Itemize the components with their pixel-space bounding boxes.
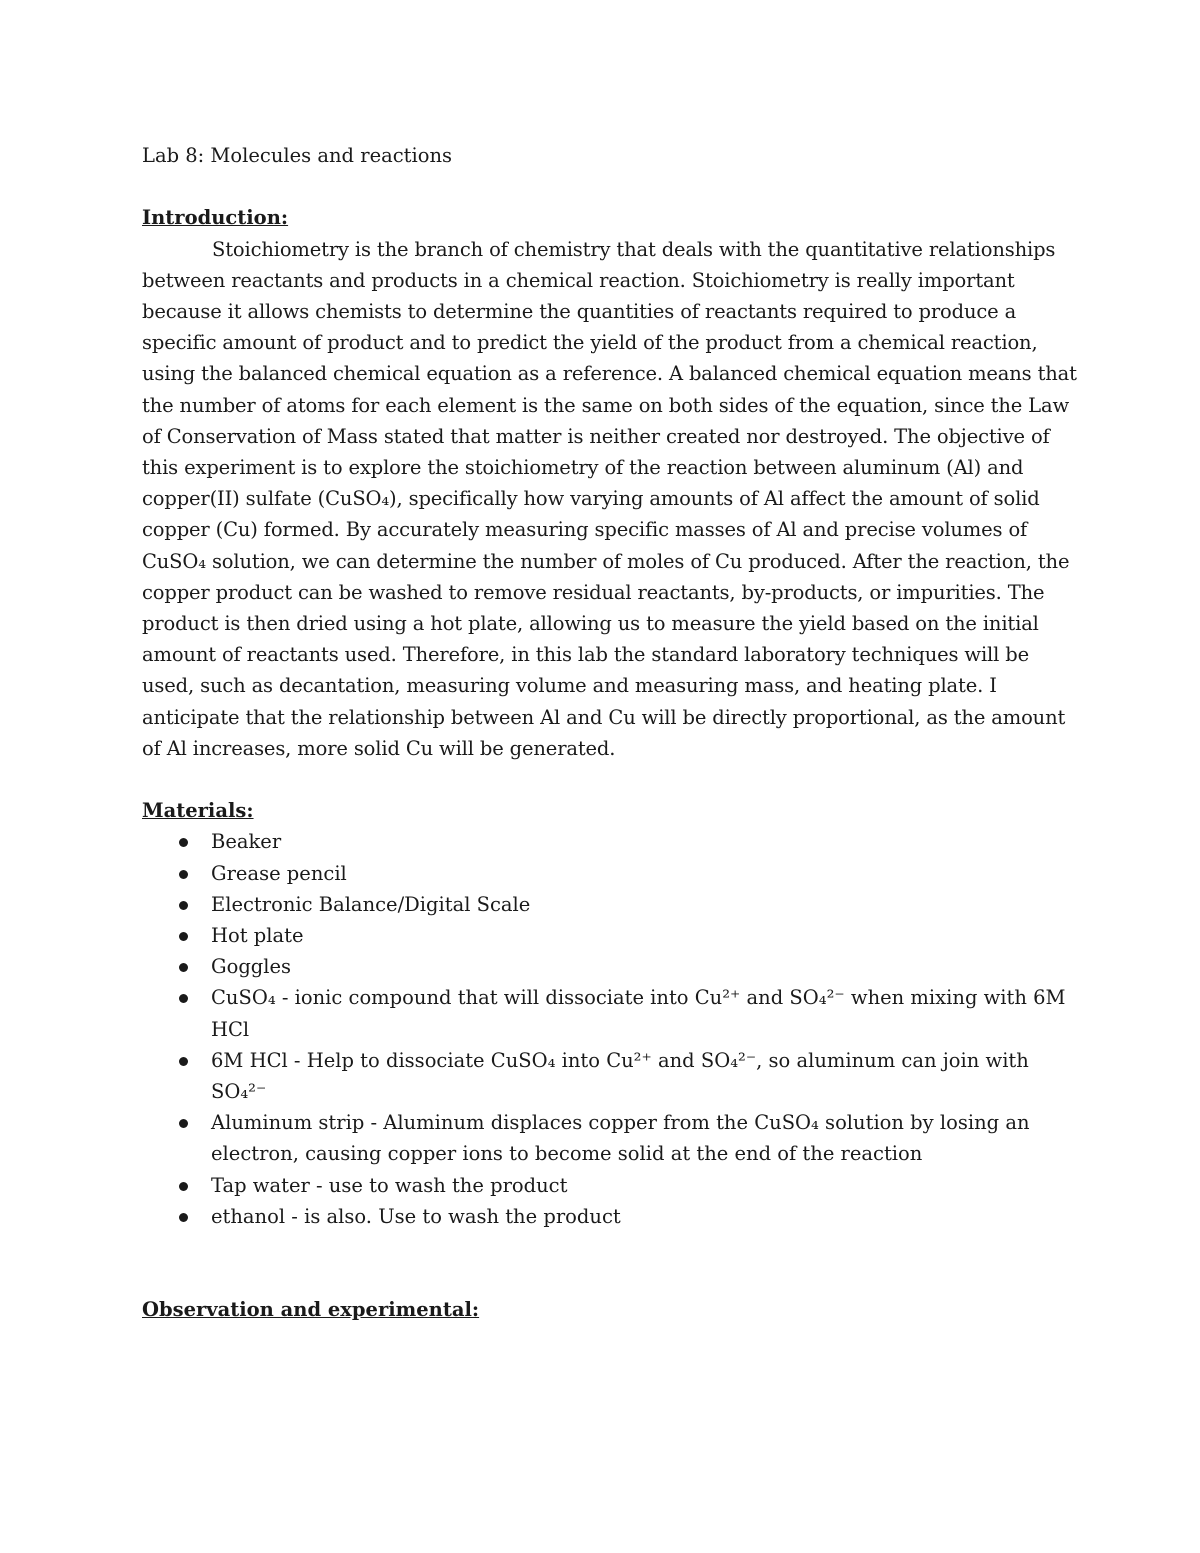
- blank-line: [142, 764, 1082, 795]
- list-item: [142, 858, 1082, 889]
- list-item: [142, 1170, 1082, 1201]
- document-title: Lab 8: Molecules and reactions: [142, 144, 453, 167]
- list-item-text: 6M HCl - Help to dissociate CuSO₄ into Cu²⁺ and SO₄²⁻, so aluminum can join with SO₄²⁻: [211, 1048, 1029, 1104]
- blank-line: [142, 1232, 1082, 1294]
- bullet-icon: [179, 994, 188, 1003]
- blank-line: [142, 171, 1082, 202]
- list-item: [142, 1201, 1082, 1232]
- list-item-text: Tap water - use to wash the product: [211, 1173, 568, 1197]
- list-item: [142, 889, 1082, 920]
- list-item: [142, 826, 1082, 857]
- list-item-text: Beaker: [211, 830, 282, 854]
- list-item: [142, 982, 1082, 1044]
- list-item-text: Goggles: [211, 955, 292, 979]
- bullet-icon: [179, 1182, 188, 1191]
- bullet-icon: [179, 932, 188, 941]
- list-item: [142, 920, 1082, 951]
- list-item: [142, 1107, 1082, 1169]
- bullet-icon: [179, 870, 188, 879]
- list-item-text: Hot plate: [211, 924, 304, 948]
- list-item-text: CuSO₄ - ionic compound that will dissociate into Cu²⁺ and SO₄²⁻ when mixing with 6M HCl: [211, 986, 1066, 1041]
- list-item-text: ethanol - is also. Use to wash the product: [211, 1204, 621, 1228]
- materials-list: [142, 826, 1082, 1232]
- introduction-paragraph: Stoichiometry is the branch of chemistry that deals with the quantitative relationships between reactants and products in a chemical reaction. Stoichiometry is really important because it allows chemists to determine the quantities of reactants required to produce a specific amount of product and to predict the yield of the product from a chemical reaction, using the balanced chemical equation as a reference. A balanced chemical equation means that the number of atoms for each element is the same on both sides of the equation, since the Law of Conservation of Mass stated that matter is neither created nor destroyed. The objective of this experiment is to explore the stoichiometry of the reaction between aluminum (Al) and copper(II) sulfate (CuSO₄), specifically how varying amounts of Al affect the amount of solid copper (Cu) formed. By accurately measuring specific masses of Al and precise volumes of CuSO₄ solution, we can determine the number of moles of Cu produced. After the reaction, the copper product can be washed to remove residual reactants, by-products, or impurities. The product is then dried using a hot plate, allowing us to measure the yield based on the initial amount of reactants used. Therefore, in this lab the standard laboratory techniques will be used, such as decantation, measuring volume and measuring mass, and heating plate. I anticipate that the relationship between Al and Cu will be directly proportional, as the amount of Al increases, more solid Cu will be generated.: [142, 237, 1077, 760]
- bullet-icon: [179, 901, 188, 910]
- document-page: [142, 140, 1082, 1326]
- list-item-text: Grease pencil: [211, 861, 347, 885]
- bullet-icon: [179, 1213, 188, 1222]
- list-item-text: Aluminum strip - Aluminum displaces copper from the CuSO₄ solution by losing an electron, causing copper ions to become solid at the end of the reaction: [211, 1111, 1030, 1166]
- bullet-icon: [179, 838, 188, 847]
- bullet-icon: [179, 963, 188, 972]
- list-item-text: Electronic Balance/Digital Scale: [211, 892, 531, 916]
- bullet-icon: [179, 1057, 188, 1066]
- list-item: [142, 951, 1082, 982]
- introduction-heading: Introduction:: [142, 206, 289, 230]
- observation-heading: Observation and experimental:: [142, 1298, 480, 1322]
- list-item: [142, 1045, 1082, 1107]
- materials-heading: Materials:: [142, 799, 254, 823]
- bullet-icon: [179, 1119, 188, 1128]
